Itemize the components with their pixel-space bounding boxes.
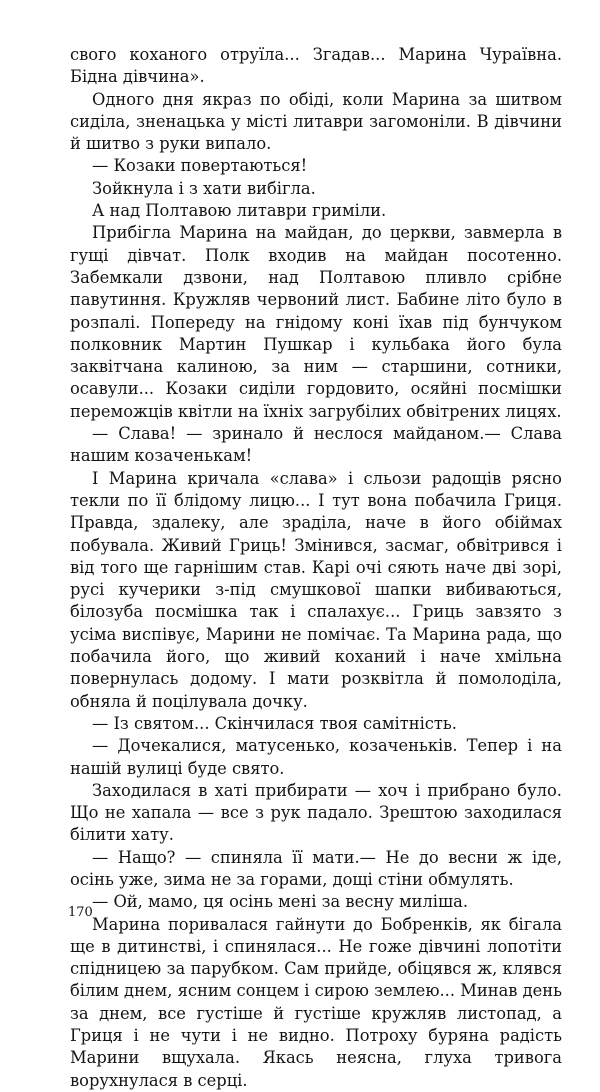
- paragraph: Одного дня якраз по обіді, коли Марина за шитвом сиділа, зненацька у місті литаври загомоніли. В дівчини й шитво з руки випало.: [70, 89, 562, 154]
- paragraph: Прибігла Марина на майдан, до церкви, завмерла в гущі дівчат. Полк входив на майдан посотенно. Забемкали дзвони, над Полтавою пливло срібне павутиння. Кружляв червоний лист. Бабине літо було в розпалі. Попереду на гнідому коні їхав під бунчуком полковник Мартин Пушкар і кульбака його була заквітчана калиною, за ним — старшини, сотники, осавули... Козаки сиділи гордовито, осяйні посмішки переможців квітли на їхніх загрубілих обвітрених лицях.: [70, 223, 562, 421]
- paragraph: — Слава! — зринало й неслося майданом.— Слава нашим козаченькам!: [70, 424, 562, 466]
- paragraph: — Нащо? — спиняла її мати.— Не до весни ж іде, осінь уже, зима не за горами, дощі стіни обмулять.: [70, 847, 562, 889]
- page-number: 170: [68, 905, 93, 920]
- paragraph: — Із святом... Скінчилася твоя самітність.: [92, 713, 457, 733]
- paragraph: — Козаки повертаються!: [92, 156, 308, 176]
- paragraph: — Дочекалися, матусенько, козаченьків. Тепер і на нашій вулиці буде свято.: [70, 736, 562, 778]
- paragraph: Заходилася в хаті прибирати — хоч і прибрано було. Що не хапала — все з рук падало. Зрештою заходилася білити хату.: [70, 780, 562, 845]
- paragraph: Зойкнула і з хати вибігла.: [92, 178, 316, 198]
- paragraph: І Марина кричала «слава» і сльози радощів рясно текли по її блідому лицю... І тут вона побачила Гриця. Правда, здалеку, але зраділа, наче в його обіймах побувала. Живий Гриць! Змінився, засмаг, обвітрився і від того ще гарнішим став. Карі очі сяють наче дві зорі, русі кучерики з-під смушкової шапки вибиваються, білозуба посмішка так і спалахує... Гриць завзято з усіма виспівує, Марини не помічає. Та Марина рада, що побачила його, що живий коханий і наче хмільна повернулась додому. І мати розквітла й помолоділа, обняла й поцілувала дочку.: [70, 468, 562, 711]
- paragraph: — Ой, мамо, ця осінь мені за весну миліша.: [92, 892, 469, 912]
- paragraph: свого коханого отруїла... Згадав... Марина Чураївна. Бідна дівчина».: [70, 45, 562, 87]
- paragraph: А над Полтавою литаври гриміли.: [92, 201, 387, 221]
- paragraph: Марина поривалася гайнути до Бобренків, як бігала ще в дитинстві, і спинялася... Не гоже дівчині лопотіти спідницею за парубком. Сам прийде, обіцявся ж, клявся білим днем, ясним сонцем і сирою землею... Минав день за днем, все густіше й густіше кружляв листопад, а Гриця і не чути і не видно. Потроху буряна радість Марини вщухала. Якась неясна, глуха тривога ворухнулася в серці.: [70, 914, 562, 1090]
- page-body: [70, 44, 562, 1092]
